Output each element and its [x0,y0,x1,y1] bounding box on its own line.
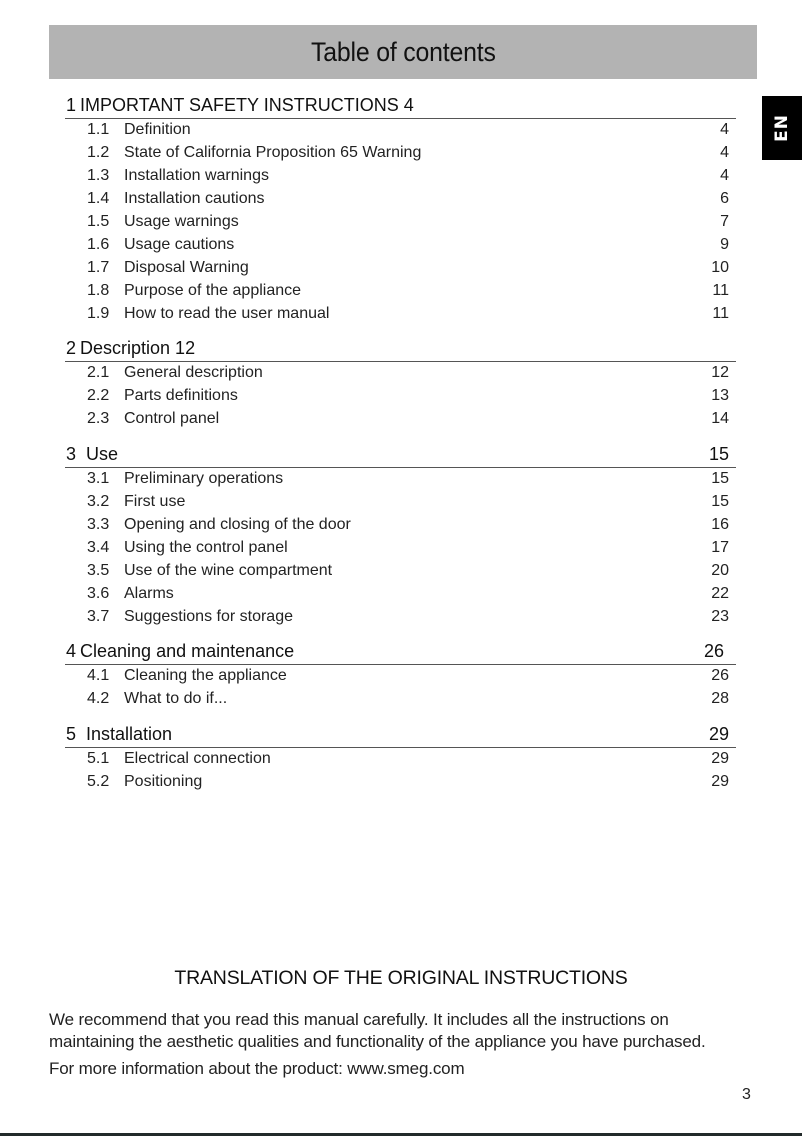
entry-list [65,468,736,629]
entry-number: 1.2 [87,144,110,161]
toc-entry[interactable] [65,665,736,688]
entry-page: 4 [720,121,729,138]
entry-number: 3.7 [87,608,110,625]
toc-entry[interactable] [65,583,736,606]
language-tab [762,96,802,160]
entry-title: Purpose of the appliance [124,282,302,299]
entry-page: 22 [711,585,729,602]
entry-page: 9 [720,236,729,253]
page-number: 3 [742,1086,751,1103]
entry-number: 1.4 [87,190,110,207]
intro-line-2: maintaining the aesthetic qualities and functionality of the appliance you have purchased. [49,1032,706,1051]
section-number: 5 [66,724,77,744]
entry-number: 4.2 [87,690,110,707]
section-number: 2 [66,338,77,358]
entry-page: 13 [711,387,729,404]
toc-entry[interactable] [65,257,736,280]
entry-number: 1.1 [87,121,110,138]
section-number: 1 [66,95,77,115]
entry-number: 1.5 [87,213,110,230]
entry-title: Installation warnings [124,167,269,184]
toc-entry[interactable] [65,537,736,560]
entry-number: 3.1 [87,470,110,487]
section-title: IMPORTANT SAFETY INSTRUCTIONS 4 [80,95,414,115]
entry-number: 1.8 [87,282,110,299]
entry-title: Opening and closing of the door [124,516,351,533]
toc-entry[interactable] [65,514,736,537]
entry-number: 1.7 [87,259,110,276]
toc-entry[interactable] [65,771,736,794]
toc-entry[interactable] [65,280,736,303]
entry-page: 29 [711,750,729,767]
entry-number: 2.3 [87,410,110,427]
entry-title: First use [124,493,186,510]
entry-page: 23 [711,608,729,625]
entry-number: 3.4 [87,539,110,556]
entry-page: 7 [720,213,729,230]
entry-page: 12 [711,364,729,381]
toc-entry[interactable] [65,211,736,234]
more-info-link[interactable]: For more information about the product: www.smeg.com [49,1059,465,1078]
toc-entry[interactable] [65,468,736,491]
entry-list [65,119,736,326]
section-heading[interactable] [65,337,736,362]
entry-page: 15 [711,493,729,510]
entry-page: 16 [711,516,729,533]
entry-title: Usage warnings [124,213,239,230]
toc-entry[interactable] [65,234,736,257]
entry-number: 4.1 [87,667,110,684]
entry-number: 2.2 [87,387,110,404]
entry-page: 28 [711,690,729,707]
section-title: Description 12 [80,338,196,358]
toc-entry[interactable] [65,385,736,408]
entry-title: Disposal Warning [124,259,249,276]
section-title: Cleaning and maintenance [80,641,295,661]
entry-number: 5.1 [87,750,110,767]
toc-entry[interactable] [65,303,736,326]
entry-page: 15 [711,470,729,487]
entry-list [65,362,736,431]
entry-number: 1.9 [87,305,110,322]
entry-title: Installation cautions [124,190,265,207]
translation-heading: TRANSLATION OF THE ORIGINAL INSTRUCTIONS [174,967,628,989]
toc-section-3 [65,443,736,629]
entry-list [65,665,736,711]
toc-entry[interactable] [65,362,736,385]
entry-title: State of California Proposition 65 Warning [124,144,422,161]
toc-entry[interactable] [65,606,736,629]
section-title: Use [86,444,119,464]
toc-entry[interactable] [65,142,736,165]
entry-page: 17 [711,539,729,556]
entry-title: Electrical connection [124,750,271,767]
entry-title: Positioning [124,773,203,790]
language-label: EN [772,114,792,142]
entry-page: 6 [720,190,729,207]
entry-page: 11 [712,282,729,299]
toc-entry[interactable] [65,119,736,142]
entry-title: Using the control panel [124,539,288,556]
entry-number: 1.3 [87,167,110,184]
entry-list [65,748,736,794]
entry-title: What to do if... [124,690,228,707]
toc-entry[interactable] [65,688,736,711]
page-title: Table of contents [310,36,496,67]
section-page: 26 [703,641,724,661]
entry-page: 20 [711,562,729,579]
entry-title: Control panel [124,410,220,427]
toc-section-4 [65,640,736,711]
toc-entry[interactable] [65,408,736,431]
entry-page: 26 [711,667,729,684]
entry-title: How to read the user manual [124,305,330,322]
toc-entry[interactable] [65,491,736,514]
section-heading[interactable] [65,443,736,468]
toc-entry[interactable] [65,748,736,771]
entry-number: 5.2 [87,773,110,790]
toc-entry[interactable] [65,165,736,188]
entry-number: 3.5 [87,562,110,579]
section-number: 3 [66,444,77,464]
toc-entry[interactable] [65,188,736,211]
entry-title: Cleaning the appliance [124,667,287,684]
entry-number: 3.6 [87,585,110,602]
toc-section-5 [65,723,736,794]
toc-section-2 [65,337,736,431]
entry-title: Use of the wine compartment [124,562,333,579]
section-heading[interactable] [65,640,736,665]
entry-title: Preliminary operations [124,470,284,487]
entry-number: 2.1 [87,364,110,381]
intro-line-1: We recommend that you read this manual carefully. It includes all the instructions on [49,1010,669,1029]
section-title: Installation [86,724,173,744]
section-heading[interactable] [65,723,736,748]
section-page: 29 [708,724,729,744]
entry-title: General description [124,364,263,381]
entry-page: 10 [711,259,729,276]
section-page: 15 [708,444,729,464]
entry-title: Parts definitions [124,387,238,404]
entry-number: 3.2 [87,493,110,510]
entry-page: 4 [720,167,729,184]
toc-entry[interactable] [65,560,736,583]
entry-title: Usage cautions [124,236,235,253]
entry-page: 11 [712,305,729,322]
toc-section-1 [65,94,736,326]
entry-number: 3.3 [87,516,110,533]
entry-number: 1.6 [87,236,110,253]
entry-page: 29 [711,773,729,790]
entry-page: 4 [720,144,729,161]
entry-page: 14 [711,410,729,427]
entry-title: Suggestions for storage [124,608,293,625]
toc-header-bar [49,25,757,79]
entry-title: Definition [124,121,191,138]
intro-text [49,1009,759,1080]
section-heading[interactable] [65,94,736,119]
entry-title: Alarms [124,585,174,602]
section-number: 4 [66,641,77,661]
